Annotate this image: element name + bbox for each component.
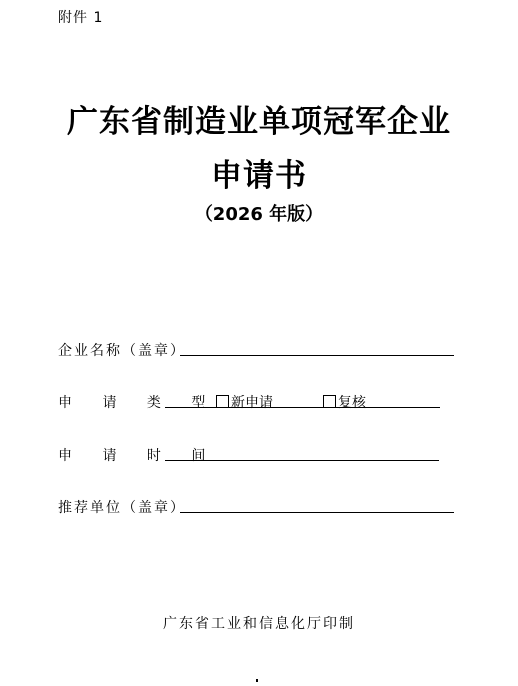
apply-type-label: 申 请 类 型 [58,395,219,411]
company-name-label: 企业名称（盖章） [58,343,186,359]
option-new-label: 新申请 [231,395,273,411]
company-name-field[interactable] [180,355,454,356]
checkbox-review-icon[interactable] [323,395,336,408]
option-new[interactable] [216,392,273,412]
option-review[interactable] [323,392,366,412]
recommender-field[interactable] [180,512,454,513]
attachment-label: 附件 1 [58,10,104,26]
option-review-label: 复核 [338,395,366,411]
document-title-line2: 申请书 [211,158,307,194]
edition-label: （2026 年版） [194,204,324,225]
apply-time-label: 申 请 时 间 [58,448,219,464]
page-mark [256,679,258,682]
recommender-label: 推荐单位（盖章） [58,500,186,516]
apply-time-field[interactable] [165,460,439,461]
document-title-line1: 广东省制造业单项冠军企业 [67,104,451,140]
apply-type-underline [165,407,440,408]
checkbox-new-icon[interactable] [216,395,229,408]
printer-footer: 广东省工业和信息化厅印制 [163,616,355,632]
